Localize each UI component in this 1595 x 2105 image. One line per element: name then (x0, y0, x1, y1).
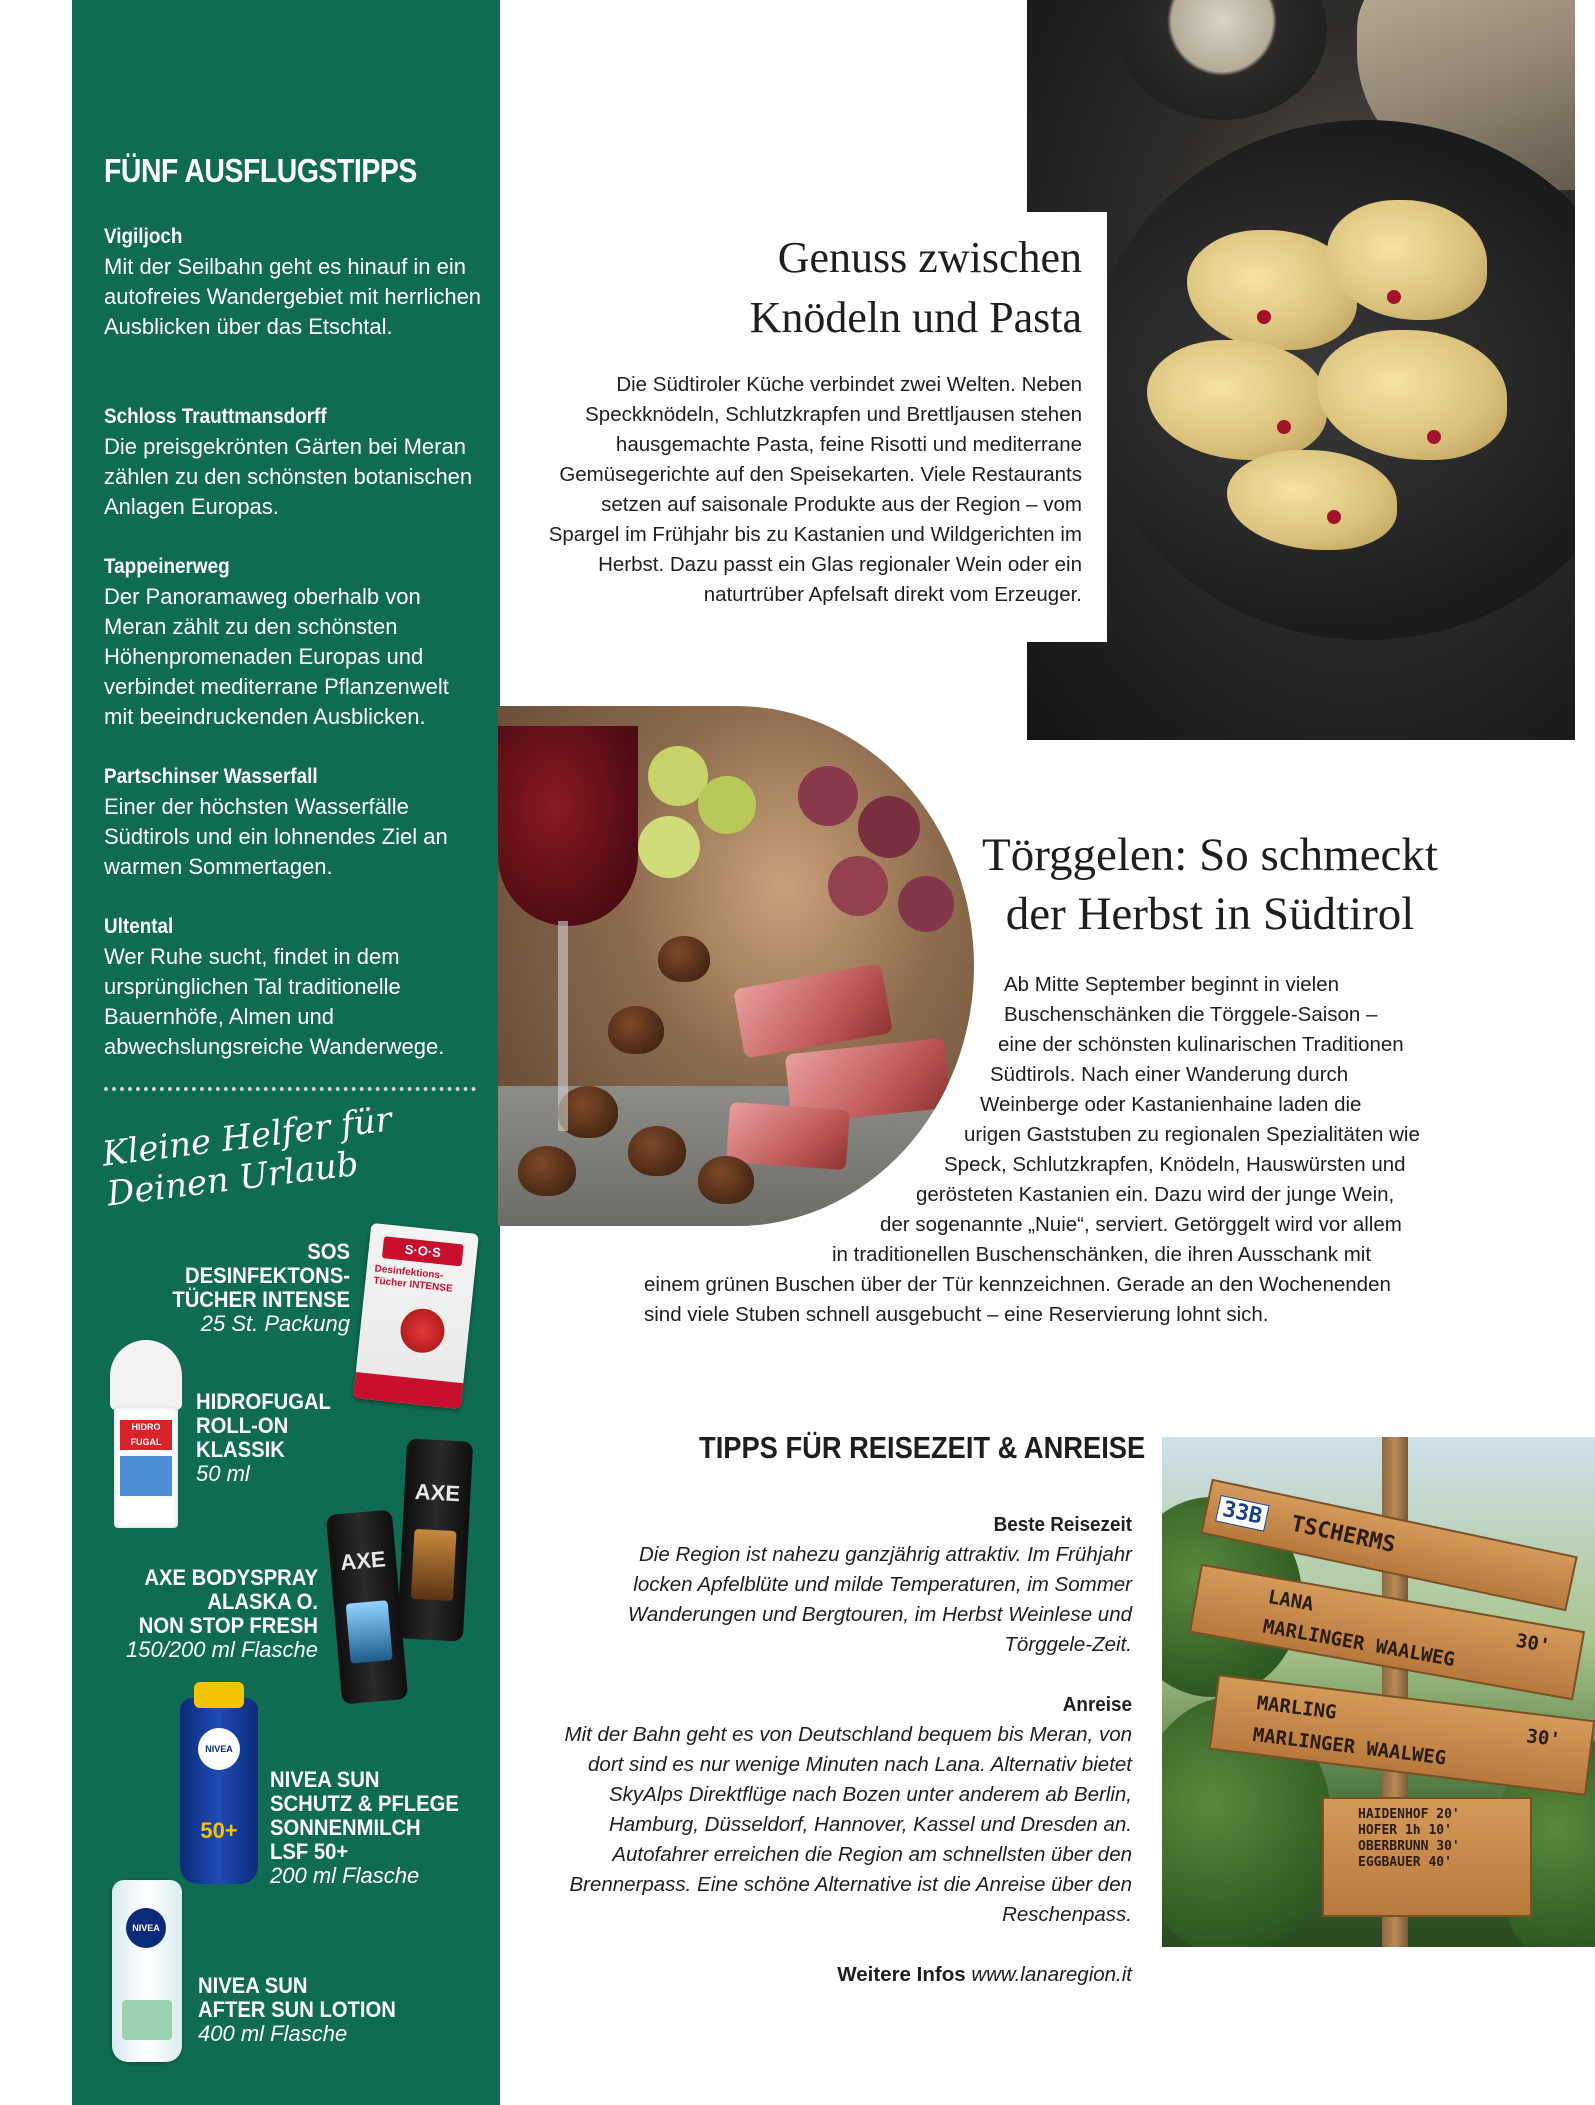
travel-tips-title: TIPPS FÜR REISEZEIT & ANREISE (699, 1430, 1146, 1465)
nivea-after-sun-image (112, 1880, 182, 2062)
tip-heading: Schloss Trauttmansdorff (104, 405, 327, 428)
product-size: 25 St. Packung (200, 1311, 350, 1336)
product-name: NIVEA SUN SCHUTZ & PFLEGE SONNENMILCH LSF 50+ (270, 1767, 459, 1864)
nivea-logo: NIVEA (198, 1728, 240, 1770)
sign-time: 30' (1525, 1725, 1562, 1752)
torggelen-article-title (970, 826, 1450, 944)
hidrofugal-label: HIDRO FUGAL (120, 1420, 172, 1450)
grape (858, 796, 920, 858)
sign-time: 30' (1514, 1629, 1552, 1658)
alaska-graphic (346, 1600, 393, 1663)
product-size: 150/200 ml Flasche (126, 1637, 318, 1662)
grape (638, 816, 700, 878)
ham-slice (733, 964, 893, 1059)
wine-chestnut-photo (498, 706, 974, 1226)
product-sos-wipes (150, 1240, 350, 1336)
tip-text: Wer Ruhe sucht, findet in dem ursprünglichen Tal traditionelle Bauernhöfe, Almen und abwechslungsreiche Wanderwege. (104, 944, 445, 1059)
hidrofugal-rollon-image (110, 1340, 182, 1530)
bottle-cap (194, 1682, 244, 1708)
sauce-bowl (1117, 0, 1327, 120)
travel-heading: Anreise (1062, 1693, 1132, 1716)
sign-destination: MARLING (1255, 1692, 1338, 1724)
chestnut (608, 1006, 664, 1054)
tip-text: Einer der höchsten Wasserfälle Südtirols und ein lohnendes Ziel an warmen Sommertagen. (104, 794, 448, 879)
product-name: HIDROFUGAL ROLL-ON KLASSIK (196, 1389, 331, 1462)
torggelen-body-line: eine der schönsten kulinarischen Traditionen (998, 1033, 1404, 1056)
nivea-sun-milk-image (180, 1698, 258, 1884)
travel-arrival (500, 1690, 1132, 1930)
axe-logo: AXE (339, 1546, 387, 1576)
pasta-photo (1027, 0, 1575, 740)
more-info-label: Weitere Infos (837, 1963, 966, 1986)
pomegranate-seed (1277, 420, 1291, 434)
product-nivea-sun-milk (270, 1768, 490, 1888)
sign-destination: LANA (1266, 1586, 1316, 1616)
product-hidrofugal (196, 1390, 396, 1486)
wine-glass-stem (558, 921, 568, 1131)
torggelen-body-line: der sogenannte „Nuie“, serviert. Getörggelt wird vor allem (880, 1213, 1402, 1236)
title-line: Törggelen: So schmeckt (982, 829, 1438, 881)
torggelen-body-line: in traditionellen Buschenschänken, die ihren Ausschank mit (832, 1243, 1372, 1266)
tip-heading: Partschinser Wasserfall (104, 765, 318, 788)
sidebar-title: FÜNF AUSFLUGSTIPPS (104, 152, 417, 189)
tip-heading: Ultental (104, 915, 174, 938)
tip-text: Die preisgekrönten Gärten bei Meran zählen zu den schönsten botanischen Anlagen Europas. (104, 434, 473, 519)
more-info-link[interactable]: www.lanaregion.it (971, 1963, 1132, 1986)
axe-can-fresh-image (397, 1438, 473, 1641)
hidrofugal-classic-band (120, 1456, 172, 1496)
chestnut (658, 936, 710, 982)
product-size: 50 ml (196, 1461, 250, 1486)
tip-heading: Tappeinerweg (104, 555, 230, 578)
tip-trauttmansdorff (104, 402, 484, 522)
more-info (600, 1960, 1132, 1990)
tip-ultental (104, 912, 484, 1062)
torggelen-body-line: Speck, Schlutzkrapfen, Knödeln, Hauswürsten und (944, 1153, 1406, 1176)
travel-heading: Beste Reisezeit (993, 1513, 1132, 1536)
product-name: NIVEA SUN AFTER SUN LOTION (198, 1973, 396, 2022)
aloe-graphic (122, 2000, 172, 2040)
tip-partschinser-wasserfall (104, 762, 484, 882)
ham-slice (726, 1102, 850, 1170)
pomegranate-seed (1387, 290, 1401, 304)
grape (698, 776, 756, 834)
axe-logo: AXE (414, 1478, 461, 1507)
wine-glass (498, 726, 638, 926)
pomegranate-seed (1327, 510, 1341, 524)
grape (798, 766, 858, 826)
product-size: 200 ml Flasche (270, 1863, 420, 1888)
sos-desc-label: Desinfektions-Tücher INTENSE (372, 1263, 454, 1295)
helper-script-title: Kleine Helfer für Deinen Urlaub (100, 1099, 394, 1215)
grape (898, 876, 954, 932)
travel-text: Die Region ist nahezu ganzjährig attraktiv. Im Frühjahr locken Apfelblüte und milde Temperaturen, im Sommer Wanderungen und Bergtouren, im Herbst Weinlese und Törggele-Zeit. (627, 1543, 1132, 1656)
sign-destination: TSCHERMS (1288, 1511, 1398, 1558)
torggelen-body-line: Ab Mitte September beginnt in vielen (1004, 973, 1340, 996)
tip-heading: Vigiljoch (104, 225, 183, 248)
pasta-article-body: Die Südtiroler Küche verbindet zwei Welten. Neben Speckknödeln, Schlutzkrapfen und Brettljausen stehen hausgemachte Pasta, feine Risotti und mediterrane Gemüsegerichte auf den Speisekarten. Viele Restaurants setzen auf saisonale Produkte aus der Region – vom Spargel im Frühjahr bis zu Kastanien und Wildgerichten im Herbst. Dazu passt ein Glas regionaler Wein oder ein naturtrüber Apfelsaft direkt vom Erzeuger. (548, 373, 1082, 606)
product-nivea-after-sun (198, 1974, 418, 2046)
grape (828, 856, 888, 916)
title-line: der Herbst in Südtirol (1005, 888, 1415, 940)
tip-vigiljoch (104, 222, 484, 342)
title-line: Genuss zwischen (777, 233, 1082, 282)
product-axe (96, 1566, 318, 1662)
rollon-cap (110, 1340, 182, 1410)
tip-text: Der Panoramaweg oberhalb von Meran zählt zu den schönsten Höhenpromenaden Europas und verbindet mediterrane Pflanzenwelt mit beeindruckenden Ausblicken. (104, 584, 449, 729)
torggelen-body-line: Südtirols. Nach einer Wanderung durch (990, 1063, 1349, 1086)
torggelen-body-line: einem grünen Buschen über der Tür kennzeichnen. Gerade an den Wochenenden (644, 1273, 1391, 1296)
dotted-divider (104, 1087, 476, 1091)
signpost-photo (1162, 1437, 1595, 1947)
sos-pack-image (353, 1223, 479, 1409)
torggelen-body-line: sind viele Stuben schnell ausgebucht – eine Reservierung lohnt sich. (644, 1303, 1269, 1326)
pomegranate-seed (1427, 430, 1441, 444)
title-line: Knödeln und Pasta (749, 293, 1082, 342)
chestnut (698, 1156, 754, 1204)
pomegranate-seed (1257, 310, 1271, 324)
sign-destination: MARLINGER WAALWEG (1251, 1723, 1448, 1770)
product-size: 400 ml Flasche (198, 2021, 348, 2046)
chestnut (628, 1126, 686, 1176)
travel-best-time (500, 1510, 1132, 1660)
torggelen-body-line: Weinberge oder Kastanienhaine laden die (980, 1093, 1362, 1116)
sign-destination: MARLINGER WAALWEG (1261, 1615, 1457, 1672)
torggelen-body-line: Buschenschänken die Törggele-Saison – (1004, 1003, 1378, 1026)
virus-icon (398, 1307, 446, 1355)
torggelen-body-line: gerösteten Kastanien ein. Dazu wird der junge Wein, (916, 1183, 1395, 1206)
sos-brand-label: S·O·S (382, 1236, 464, 1266)
product-name: AXE BODYSPRAY ALASKA O. NON STOP FRESH (138, 1565, 318, 1638)
nivea-logo: NIVEA (126, 1908, 166, 1948)
fresh-graphic (411, 1529, 457, 1601)
travel-text: Mit der Bahn geht es von Deutschland bequem bis Meran, von dort sind es nur wenige Minuten nach Lana. Alternativ bietet SkyAlps Direktflüge nach Bozen unter anderem ab Berlin, Hamburg, Düsseldorf, Hannover, Kassel und Dresden an. Autofahrer erreichen die Region am schnellsten über den Brennerpass. Eine schöne Alternative ist die Anreise über den Reschenpass. (564, 1723, 1132, 1926)
sign-route-number: 33B (1215, 1495, 1269, 1532)
tip-text: Mit der Seilbahn geht es hinauf in ein autofreies Wandergebiet mit herrlichen Ausblicken über das Etschtal. (104, 254, 482, 339)
sign-farms: HAIDENHOF 20' HOFER 1h 10' OBERBRUNN 30' EGGBAUER 40' (1322, 1797, 1532, 1917)
torggelen-body-line: urigen Gaststuben zu regionalen Spezialitäten wie (964, 1123, 1420, 1146)
pasta-article-title (600, 228, 1082, 348)
chestnut (518, 1146, 576, 1196)
spf-label: 50+ (200, 1818, 238, 1843)
product-name: SOS DESINFEKTONS- TÜCHER INTENSE (172, 1239, 350, 1312)
tip-tappeinerweg (104, 552, 484, 732)
